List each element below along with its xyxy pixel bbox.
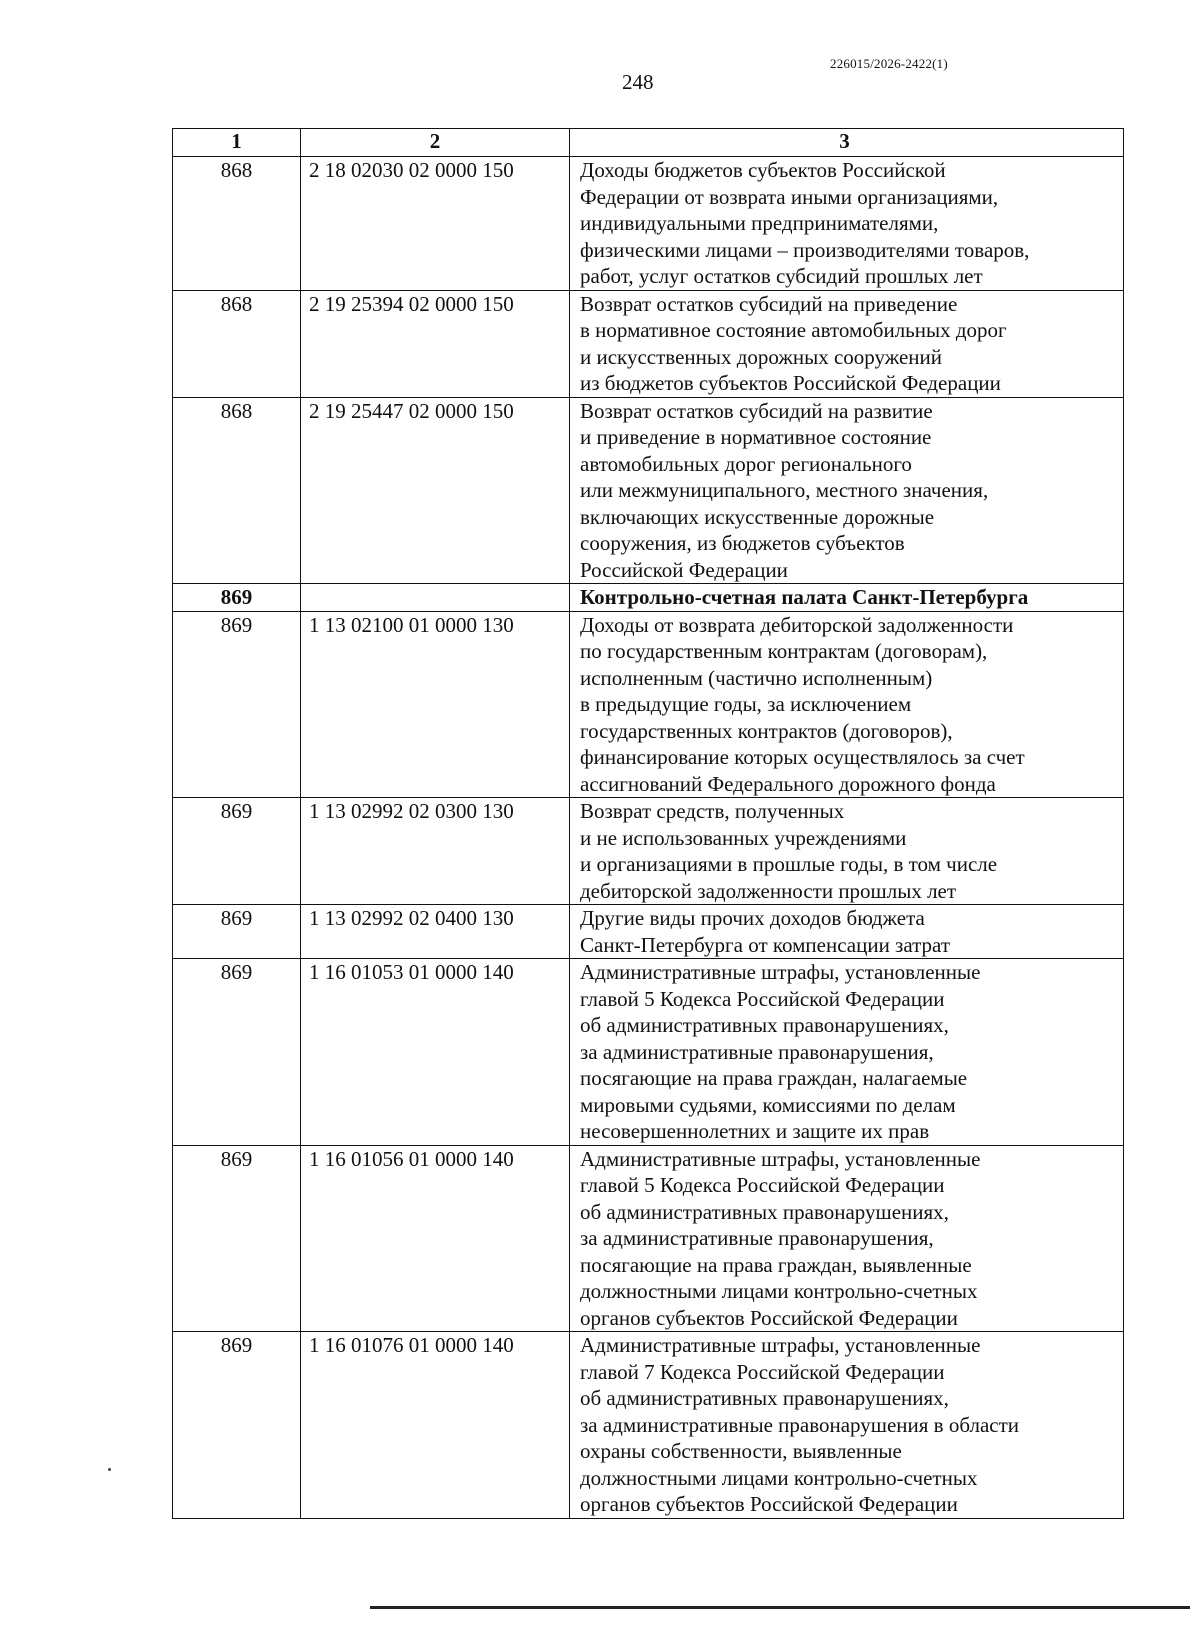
admin-code-cell: 869 bbox=[173, 905, 301, 959]
table-row bbox=[173, 798, 1124, 905]
admin-code-cell: 869 bbox=[173, 959, 301, 1146]
description-line: дебиторской задолженности прошлых лет bbox=[580, 878, 957, 903]
description-line: должностными лицами контрольно-счетных bbox=[580, 1465, 978, 1490]
description-line: государственных контрактов (договоров), bbox=[580, 718, 953, 743]
table-row bbox=[173, 1332, 1124, 1519]
admin-code-cell: 868 bbox=[173, 397, 301, 584]
budget-classification-code-cell: 1 13 02992 02 0300 130 bbox=[301, 798, 570, 905]
admin-code-cell: 869 bbox=[173, 1145, 301, 1332]
table-body bbox=[173, 157, 1124, 1519]
description-line: в предыдущие годы, за исключением bbox=[580, 692, 912, 716]
budget-classification-code-cell: 2 19 25447 02 0000 150 bbox=[301, 397, 570, 584]
description-line: и не использованных учреждениями bbox=[580, 825, 907, 850]
description-line: Доходы от возврата дебиторской задолженности bbox=[580, 612, 1014, 637]
description-line: об административных правонарушениях, bbox=[580, 1013, 949, 1037]
description-line: включающих искусственные дорожные bbox=[580, 504, 935, 529]
budget-classification-code-cell: 1 13 02992 02 0400 130 bbox=[301, 905, 570, 959]
description-line: Возврат остатков субсидий на развитие bbox=[580, 398, 933, 423]
revenue-codes-table bbox=[172, 128, 1124, 1519]
description-line: и приведение в нормативное состояние bbox=[580, 425, 932, 449]
budget-classification-code-cell: 1 16 01076 01 0000 140 bbox=[301, 1332, 570, 1519]
description-line: за административные правонарушения, bbox=[580, 1039, 934, 1064]
admin-code-cell: 869 bbox=[173, 1332, 301, 1519]
description-line: или межмуниципального, местного значения, bbox=[580, 478, 989, 502]
budget-classification-code-cell: 1 16 01056 01 0000 140 bbox=[301, 1145, 570, 1332]
description-line: и организациями в прошлые годы, в том числе bbox=[580, 852, 998, 876]
description-line: Федерации от возврата иными организациями, bbox=[580, 184, 999, 209]
description-cell bbox=[570, 397, 1124, 584]
description-line: автомобильных дорог регионального bbox=[580, 451, 912, 476]
table-header-row bbox=[173, 129, 1124, 157]
description-cell bbox=[570, 611, 1124, 798]
description-line: мировыми судьями, комиссиями по делам bbox=[580, 1092, 956, 1117]
description-cell bbox=[570, 157, 1124, 291]
scan-speck bbox=[108, 1468, 111, 1471]
description-line: ассигнований Федерального дорожного фонда bbox=[580, 771, 996, 796]
admin-code-cell: 869 bbox=[173, 798, 301, 905]
description-line: Санкт-Петербурга от компенсации затрат bbox=[580, 932, 951, 957]
table-row bbox=[173, 157, 1124, 291]
table-row bbox=[173, 1145, 1124, 1332]
description-line: и искусственных дорожных сооружений bbox=[580, 344, 943, 369]
description-line: об административных правонарушениях, bbox=[580, 1386, 949, 1410]
description-line: финансирование которых осуществлялось за счет bbox=[580, 745, 1025, 769]
description-line: Доходы бюджетов субъектов Российской bbox=[580, 158, 946, 182]
description-line: в нормативное состояние автомобильных дорог bbox=[580, 318, 1007, 342]
column-header-3: 3 bbox=[570, 129, 1124, 157]
description-cell bbox=[570, 798, 1124, 905]
budget-classification-code-cell: 2 18 02030 02 0000 150 bbox=[301, 157, 570, 291]
description-line: Административные штрафы, установленные bbox=[580, 1146, 981, 1171]
description-cell bbox=[570, 1145, 1124, 1332]
table-row bbox=[173, 611, 1124, 798]
description-line: по государственным контрактам (договорам), bbox=[580, 639, 988, 663]
description-line: физическими лицами – производителями товаров, bbox=[580, 237, 1030, 262]
admin-code-cell: 868 bbox=[173, 290, 301, 397]
description-line: должностными лицами контрольно-счетных bbox=[580, 1279, 978, 1303]
description-line: посягающие на права граждан, выявленные bbox=[580, 1252, 972, 1277]
description-line: Другие виды прочих доходов бюджета bbox=[580, 906, 925, 930]
organization-name-cell bbox=[570, 584, 1124, 612]
description-line: Контрольно-счетная палата Санкт-Петербурга bbox=[580, 585, 1029, 609]
description-line: об административных правонарушениях, bbox=[580, 1199, 949, 1224]
description-cell bbox=[570, 905, 1124, 959]
description-line: исполненным (частично исполненным) bbox=[580, 665, 933, 690]
description-line: органов субъектов Российской Федерации bbox=[580, 1305, 958, 1330]
admin-code-cell: 869 bbox=[173, 584, 301, 612]
description-line: посягающие на права граждан, налагаемые bbox=[580, 1066, 968, 1090]
bottom-scan-line bbox=[370, 1606, 1190, 1609]
table-row bbox=[173, 584, 1124, 612]
description-line: Возврат остатков субсидий на приведение bbox=[580, 291, 958, 316]
admin-code-cell: 868 bbox=[173, 157, 301, 291]
description-line: за административные правонарушения в области bbox=[580, 1412, 1020, 1437]
description-line: органов субъектов Российской Федерации bbox=[580, 1492, 958, 1516]
budget-classification-code-cell bbox=[301, 584, 570, 612]
description-line: Административные штрафы, установленные bbox=[580, 960, 981, 984]
budget-classification-code-cell: 1 13 02100 01 0000 130 bbox=[301, 611, 570, 798]
description-line: несовершеннолетних и защите их прав bbox=[580, 1119, 930, 1143]
table-row bbox=[173, 959, 1124, 1146]
budget-classification-code-cell: 2 19 25394 02 0000 150 bbox=[301, 290, 570, 397]
description-line: Возврат средств, полученных bbox=[580, 799, 845, 823]
description-line: охраны собственности, выявленные bbox=[580, 1439, 902, 1463]
budget-classification-code-cell: 1 16 01053 01 0000 140 bbox=[301, 959, 570, 1146]
description-cell bbox=[570, 290, 1124, 397]
description-line: главой 5 Кодекса Российской Федерации bbox=[580, 986, 945, 1011]
column-header-1: 1 bbox=[173, 129, 301, 157]
page-number: 248 bbox=[622, 70, 654, 94]
description-line: Российской Федерации bbox=[580, 557, 788, 582]
description-line: за административные правонарушения, bbox=[580, 1226, 934, 1250]
description-line: главой 7 Кодекса Российской Федерации bbox=[580, 1359, 945, 1384]
description-line: из бюджетов субъектов Российской Федерации bbox=[580, 371, 1001, 395]
document-id: 226015/2026-2422(1) bbox=[830, 56, 948, 71]
description-line: работ, услуг остатков субсидий прошлых лет bbox=[580, 264, 983, 288]
column-header-2: 2 bbox=[301, 129, 570, 157]
description-line: сооружения, из бюджетов субъектов bbox=[580, 531, 905, 555]
description-cell bbox=[570, 959, 1124, 1146]
table-row bbox=[173, 397, 1124, 584]
admin-code-cell: 869 bbox=[173, 611, 301, 798]
description-line: индивидуальными предпринимателями, bbox=[580, 211, 939, 235]
table-row bbox=[173, 905, 1124, 959]
description-cell bbox=[570, 1332, 1124, 1519]
table-header bbox=[173, 129, 1124, 157]
description-line: главой 5 Кодекса Российской Федерации bbox=[580, 1173, 945, 1197]
description-line: Административные штрафы, установленные bbox=[580, 1333, 981, 1357]
table-row bbox=[173, 290, 1124, 397]
